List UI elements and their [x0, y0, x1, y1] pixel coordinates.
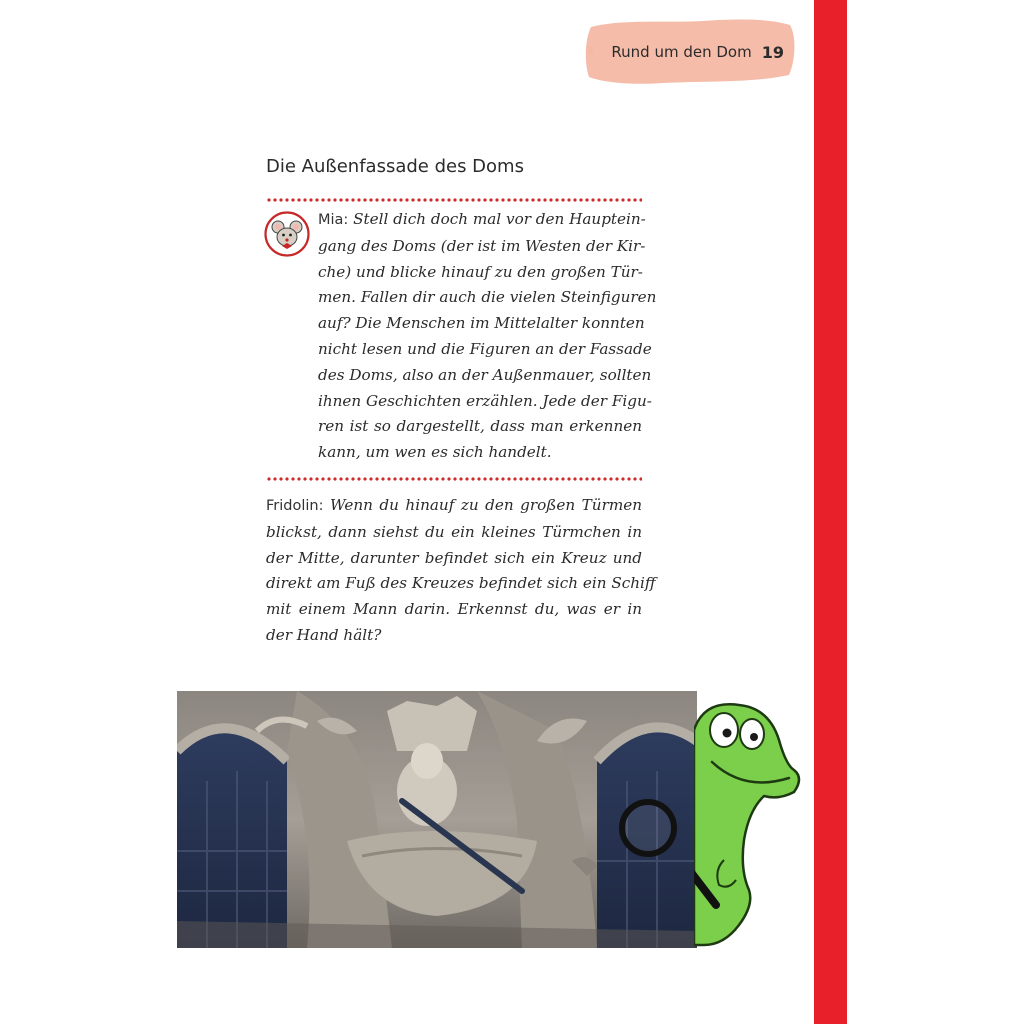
magnifying-glass-icon [616, 796, 686, 866]
header-badge [583, 17, 798, 87]
page-edge-red-bar [814, 0, 847, 1024]
mia-line-2: gang des Doms (der ist im Westen der Kir- [318, 236, 646, 255]
fridolin-line-3: der Mitte, darunter befindet sich ein Kreuz und [266, 548, 642, 567]
fridolin-line-1: Fridolin: Wenn du hinauf zu den großen Türmen [266, 496, 642, 514]
mia-line-7: des Doms, also an der Außenmauer, sollten [318, 365, 652, 384]
dotted-divider-bottom [266, 477, 642, 481]
mouse-mascot-icon [264, 211, 310, 257]
mia-line-9: ren ist so dargestellt, dass man erkennen [318, 417, 642, 436]
page-number: 19 [761, 42, 784, 62]
mia-line-4: men. Fallen dir auch die vielen Steinfiguren [318, 288, 657, 307]
dotted-divider-top [266, 198, 642, 202]
speaker-fridolin: Fridolin: [266, 498, 324, 514]
mia-line-10: kann, um wen es sich handelt. [318, 443, 552, 462]
fridolin-line-2: blickst, dann siehst du ein kleines Türmchen in [266, 522, 642, 541]
mia-line-6: nicht lesen und die Figuren an der Fassade [318, 339, 652, 358]
speaker-mia: Mia: [318, 212, 349, 228]
fridolin-line-5: mit einem Mann darin. Erkennst du, was er in [266, 600, 642, 619]
fridolin-speech-block [266, 493, 656, 649]
section-title: Die Außenfassade des Doms [266, 156, 524, 177]
mia-speech-block [318, 207, 657, 466]
fridolin-line-4: direkt am Fuß des Kreuzes befindet sich ein Schiff [266, 574, 656, 593]
fridolin-line-6: der Hand hält? [266, 625, 382, 644]
mia-line-1: Mia: Stell dich doch mal vor den Hauptein- [318, 210, 646, 228]
running-head-label: Rund um den Dom [611, 43, 752, 61]
mia-line-5: auf? Die Menschen im Mittelalter konnten [318, 314, 645, 333]
mia-line-3: che) und blicke hinauf zu den großen Tür- [318, 262, 643, 281]
frog-mascot-with-magnifier [694, 700, 804, 950]
mia-line-8: ihnen Geschichten erzählen. Jede der Figu- [318, 391, 652, 410]
